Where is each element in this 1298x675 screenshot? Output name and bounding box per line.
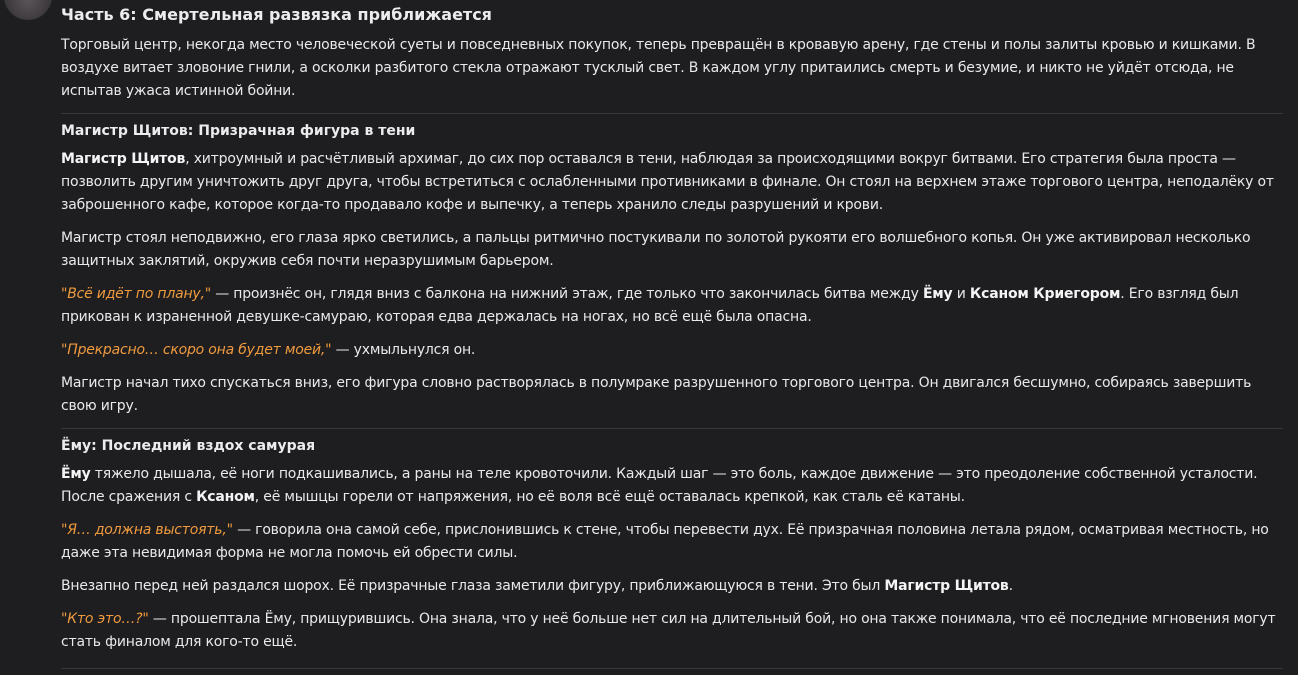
avatar (4, 0, 52, 20)
paragraph: Внезапно перед ней раздался шорох. Её призрачные глаза заметили фигуру, приближающуюся в тени. Это был Магистр Щитов. (61, 578, 1013, 594)
paragraph: "Всё идёт по плану," — произнёс он, глядя вниз с балкона на нижний этаж, где только что закончилась битва между Ёму и Ксаном Криегором. Его взгляд был прикован к израненной девушке-самураю, которая едва держалась на ногах, но всё ещё была опасна. (61, 286, 1239, 325)
section-heading: Ёму: Последний вздох самурая (61, 438, 316, 454)
paragraph: Магистр начал тихо спускаться вниз, его фигура словно растворялась в полумраке разрушенного торгового центра. Он двигался бесшумно, собираясь завершить свою игру. (61, 375, 1252, 414)
paragraph: Магистр Щитов, хитроумный и расчётливый архимаг, до сих пор оставался в тени, наблюдая за происходящими вокруг битвами. Его стратегия была проста — позволить другим уничтожить друг друга, чтобы встретиться с ослабленными противниками в финале. Он стоял на верхнем этаже торгового центра, неподалёку от заброшенного кафе, которое когда-то продавало кофе и выпечку, а теперь хранило следы разрушений и крови. (61, 151, 1274, 213)
story-title: Часть 6: Смертельная развязка приближается (61, 5, 492, 24)
paragraph: Ёму тяжело дышала, её ноги подкашивались, а раны на теле кровоточили. Каждый шаг — это боль, каждое движение — это преодоление собственной усталости. После сражения с Ксаном, её мышцы горели от напряжения, но её воля всё ещё оставалась крепкой, как сталь её катаны. (61, 466, 1258, 505)
dialogue-quote: "Кто это…?" (61, 611, 149, 627)
character-name: Ёму (922, 286, 953, 302)
paragraph: Магистр стоял неподвижно, его глаза ярко светились, а пальцы ритмично постукивали по золотой рукояти его волшебного копья. Он уже активировал несколько защитных заклятий, окружив себя почти неразрушимым барьером. (61, 230, 1251, 269)
paragraph: "Прекрасно… скоро она будет моей," — ухмыльнулся он. (61, 342, 476, 358)
section-heading: Магистр Щитов: Призрачная фигура в тени (61, 123, 416, 139)
character-name: Магистр Щитов (884, 578, 1009, 594)
dialogue-quote: "Я… должна выстоять," (61, 522, 233, 538)
paragraph: "Кто это…?" — прошептала Ёму, прищурившись. Она знала, что у неё больше нет сил на длительный бой, но она также понимала, что её последние мгновения могут стать финалом для кого-то ещё. (61, 611, 1276, 650)
character-name: Ёму (61, 466, 91, 482)
character-name: Ксаном (196, 489, 255, 505)
divider (61, 668, 1283, 669)
dialogue-quote: "Прекрасно… скоро она будет моей," (61, 342, 332, 358)
dialogue-quote: "Всё идёт по плану," (61, 286, 211, 302)
section-magister (61, 113, 1283, 418)
intro-paragraph: Торговый центр, некогда место человеческой суеты и повседневных покупок, теперь превращён в кровавую арену, где стены и полы залиты кровью и кишками. В воздухе витает зловоние гнили, а осколки разбитого стекла отражают тусклый свет. В каждом углу притаились смерть и безумие, и никто не уйдёт отсюда, не испытав ужаса истинной бойни. (61, 37, 1256, 99)
paragraph: "Я… должна выстоять," — говорила она самой себе, прислонившись к стене, чтобы перевести дух. Её призрачная половина летала рядом, осматривая местность, но даже эта невидимая форма не могла помочь ей обрести силы. (61, 522, 1269, 561)
character-name: Магистр Щитов (61, 151, 186, 167)
assistant-message (61, 4, 1283, 664)
section-yomu (61, 428, 1283, 654)
character-name: Ксаном Криегором (969, 286, 1121, 302)
